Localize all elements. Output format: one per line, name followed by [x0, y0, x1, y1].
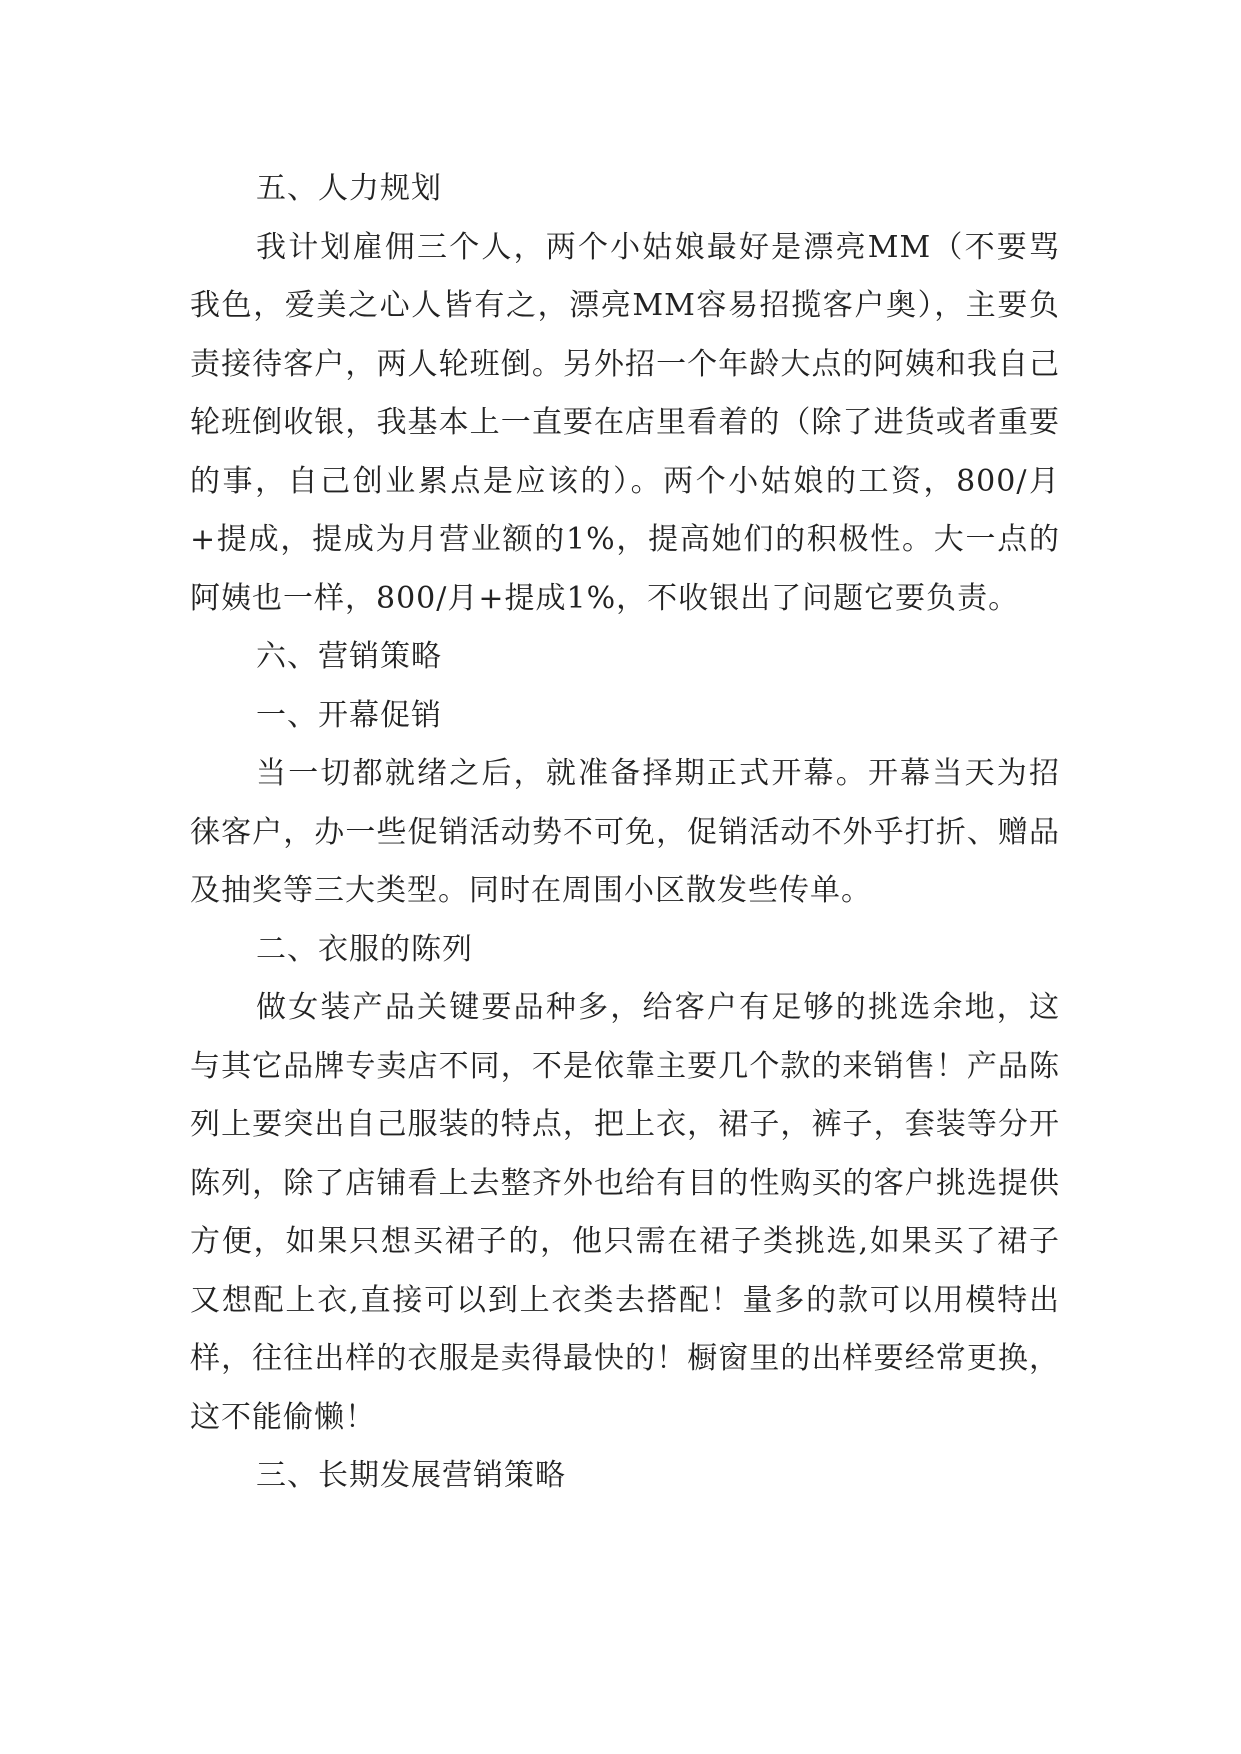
- subsection-heading-clothing-display: 二、衣服的陈列: [256, 931, 473, 967]
- document-body: [190, 160, 1060, 1506]
- paragraph-clothing-display: 做女装产品关键要品种多，给客户有足够的挑选余地，这与其它品牌专卖店不同，不是依靠主要几个款的来销售！产品陈列上要突出自己服装的特点，把上衣，裙子，裤子，套装等分开陈列，除了店铺看上去整齐外也给有目的性购买的客户挑选提供方便，如果只想买裙子的，他只需在裙子类挑选,如果买了裙子又想配上衣,直接可以到上衣类去搭配！量多的款可以用模特出样，往往出样的衣服是卖得最快的！橱窗里的出样要经常更换，这不能偷懒！: [190, 990, 1060, 1435]
- section-heading-hr-planning: 五、人力规划: [256, 171, 442, 206]
- paragraph-hr-planning: 我计划雇佣三个人，两个小姑娘最好是漂亮MM（不要骂我色，爱美之心人皆有之，漂亮MM容易招揽客户奥），主要负责接待客户，两人轮班倒。另外招一个年龄大点的阿姨和我自己轮班倒收银，我基本上一直要在店里看着的（除了进货或者重要的事，自己创业累点是应该的）。两个小姑娘的工资，800/月+提成，提成为月营业额的1%，提高她们的积极性。大一点的阿姨也一样，800/月+提成1%，不收银出了问题它要负责。: [190, 229, 1060, 616]
- subsection-heading-opening-promotion: 一、开幕促销: [256, 697, 442, 733]
- subsection-heading-long-term-strategy: 三、长期发展营销策略: [256, 1458, 566, 1493]
- section-heading-marketing-strategy: 六、营销策略: [256, 639, 442, 674]
- paragraph-opening-promotion: 当一切都就绪之后，就准备择期正式开幕。开幕当天为招徕客户，办一些促销活动势不可免，促销活动不外乎打折、赠品及抽奖等三大类型。同时在周围小区散发些传单。: [190, 756, 1060, 908]
